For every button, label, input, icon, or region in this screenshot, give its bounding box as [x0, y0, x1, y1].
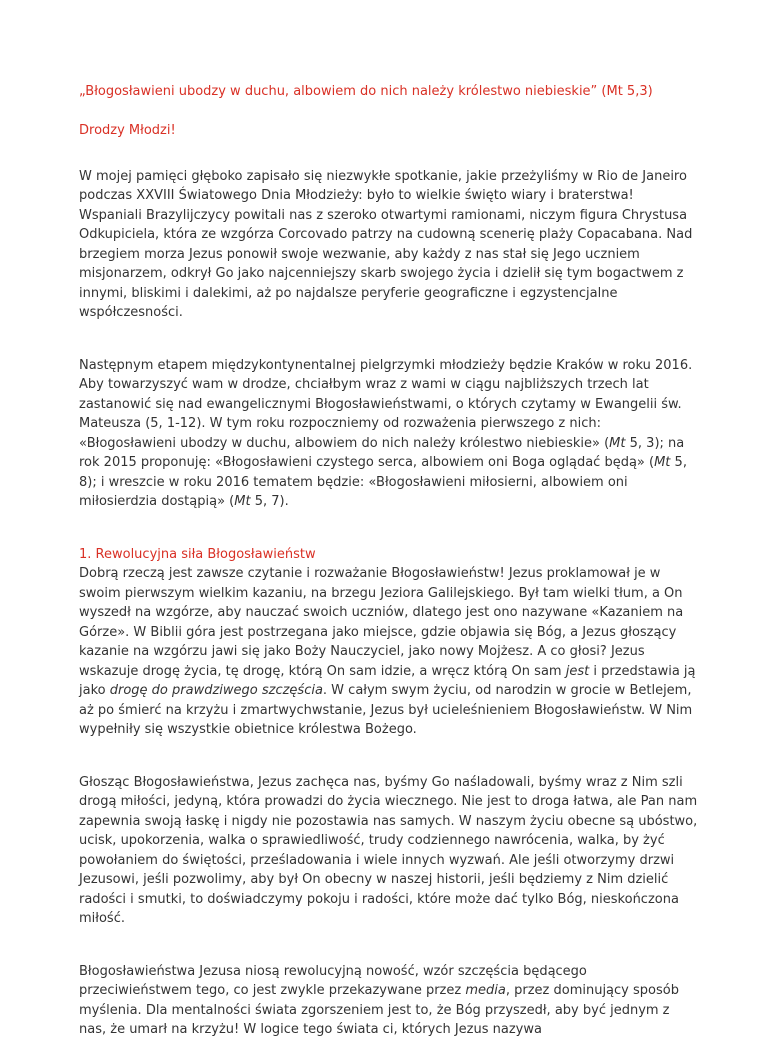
section-heading: 1. Rewolucyjna siła Błogosławieństw [79, 546, 316, 562]
emphasis-jest: jest [565, 663, 590, 679]
greeting: Drodzy Młodzi! [79, 123, 176, 138]
paragraph-krakow: Następnym etapem międzykontynentalnej pielgrzymki młodzieży będzie Kraków w roku 2016. Aby towarzyszyć wam w drodze, chciałbym wraz z wami w ciągu najbliższych trzech lat zastanowić się nad ewangelicznymi Błogosławieństwami, o których czytamy w Ewangelii św. Mateusza (5, 1-12). W tym roku rozpoczniemy od rozważenia pierwszego z nich: «Błogosławieni ubodzy w duchu, albowiem do nich należy królestwo niebieskie» (Mt 5, 3); na rok 2015 proponuję: «Błogosławieni czystego serca, albowiem oni Boga oglądać będą» (Mt 5, 8); i wreszcie w roku 2016 tematem będzie: «Błogosławieni miłosierni, albowiem oni miłosierdzia dostąpią» (Mt 5, 7). [79, 357, 693, 509]
document-title: „Błogosławieni ubodzy w duchu, albowiem do nich należy królestwo niebieskie” (Mt 5,3) [79, 84, 653, 99]
emphasis-droga: drogę do prawdziwego szczęścia [109, 683, 323, 698]
paragraph-beatitudes-power: Dobrą rzeczą jest zawsze czytanie i rozważanie Błogosławieństw! Jezus proklamował je w swoim pierwszym wielkim kazaniu, na brzegu Jeziora Galilejskiego. Był tam wielki tłum, a On wyszedł na wzgórze, aby nauczać swoich uczniów, dlatego jest ono nazywane «Kazaniem na Górze». W Biblii góra jest postrzegana jako miejsce, gdzie objawia się Bóg, a Jezus głoszący kazanie na wzgórzu jawi się jako Boży Nauczyciel, jako nowy Mojżesz. A co głosi? Jezus wskazuje drogę życia, tę drogę, którą On sam idzie, a wręcz którą On sam jest i przedstawia ją jako drogę do prawdziwego szczęścia. W całym swym życiu, od narodzin w grocie w Betlejem, aż po śmierć na krzyżu i zmartwychwstanie, Jezus był ucieleśnieniem Błogosławieństw. W Nim wypełniły się wszystkie obietnice królestwa Bożego. [79, 566, 696, 737]
paragraph-rio: W mojej pamięci głęboko zapisało się niezwykłe spotkanie, jakie przeżyliśmy w Rio de Janeiro podczas XXVIII Światowego Dnia Młodzieży: było to wielkie święto wiary i braterstwa! Wspaniali Brazylijczycy powitali nas z szeroko otwartymi ramionami, niczym figura Chrystusa Odkupiciela, która ze wzgórza Corcovado patrzy na cudowną scenerię plaży Copacabana. Nad brzegiem morza Jezus ponowił swoje wezwanie, aby każdy z nas stał się Jego uczniem misjonarzem, odkrył Go jako najcenniejszy skarb swojego życia i dzielił się tym bogactwem z innymi, bliskimi i dalekimi, aż po najdalsze peryferie geograficzne i egzystencjalne współczesności. [79, 168, 693, 320]
emphasis-media: media [465, 983, 506, 998]
citation-mt: Mt [609, 435, 626, 451]
paragraph-following-jesus: Głosząc Błogosławieństwa, Jezus zachęca nas, byśmy Go naśladowali, byśmy wraz z Nim szli drogą miłości, jedyną, która prowadzi do życia wiecznego. Nie jest to droga łatwa, ale Pan nam zapewnia swoją łaskę i nigdy nie pozostawia nas samych. W naszym życiu obecne są ubóstwo, ucisk, upokorzenia, walka o sprawiedliwość, trudy codziennego nawrócenia, walka, by żyć powołaniem do świętości, prześladowania i wiele innych wyzwań. Ale jeśli otworzymy drzwi Jezusowi, jeśli pozwolimy, aby był On obecny w naszej historii, jeśli będziemy z Nim dzielić radości i smutki, to doświadczymy pokoju i radości, które może dać tylko Bóg, nieskończona miłość. [79, 774, 698, 926]
document-page [79, 82, 699, 1040]
paragraph-revolutionary-novelty: Błogosławieństwa Jezusa niosą rewolucyjną nowość, wzór szczęścia będącego przeciwieństwem tego, co jest zwykle przekazywane przez media, przez dominujący sposób myślenia. Dla mentalności świata zgorszeniem jest to, że Bóg przyszedł, aby być jednym z nas, że umarł na krzyżu! W logice tego świata ci, których Jezus nazywa [79, 963, 679, 1037]
citation-mt: Mt [234, 494, 251, 509]
citation-mt: Mt [654, 455, 671, 470]
